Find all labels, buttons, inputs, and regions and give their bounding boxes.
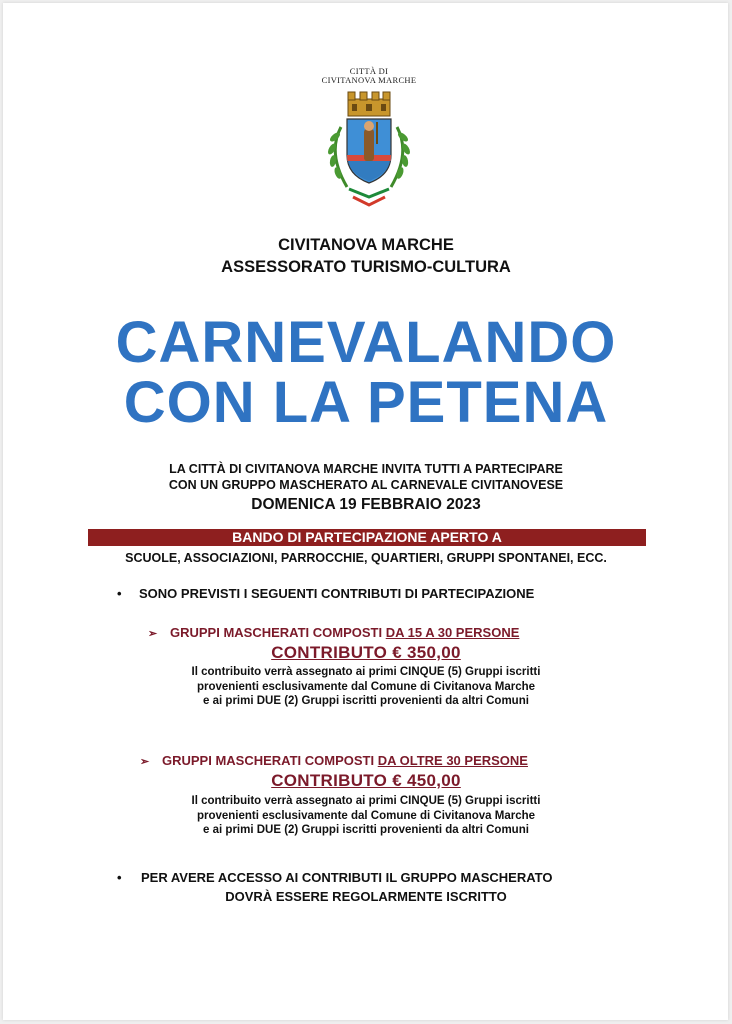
title-line1: CARNEVALANDO — [115, 310, 617, 375]
invite-line2: CON UN GRUPPO MASCHERATO AL CARNEVALE CIVITANOVESE — [168, 478, 564, 492]
bullet-contributions — [117, 586, 534, 602]
group1-desc-line1: Il contribuito verrà assegnato ai primi CINQUE (5) Gruppi iscritti — [191, 666, 541, 678]
group2-range: DA OLTRE 30 PERSONE — [377, 753, 528, 768]
emblem-caption-line1: CITTÀ DI — [349, 66, 389, 76]
emblem-caption — [303, 67, 435, 85]
invite-text — [0, 461, 732, 493]
arrow-bullet-icon: ➢ — [140, 756, 150, 768]
bando-banner: BANDO DI PARTECIPAZIONE APERTO A — [88, 529, 646, 546]
page-title — [0, 310, 732, 435]
header-city: CIVITANOVA MARCHE — [278, 236, 454, 254]
bando-audience: SCUOLE, ASSOCIAZIONI, PARROCCHIE, QUARTIERI, GRUPPI SPONTANEI, ECC. — [125, 551, 607, 565]
group2-description — [0, 794, 732, 838]
bullet-registration-line1: PER AVERE ACCESSO AI CONTRIBUTI IL GRUPPO MASCHERATO — [141, 870, 553, 885]
group1-description — [0, 665, 732, 709]
emblem-caption-line2: CIVITANOVA MARCHE — [321, 75, 417, 85]
bullet-dot-icon: • — [117, 870, 122, 885]
group2-desc-line3: e ai primi DUE (2) Gruppi iscritti provenienti da altri Comuni — [203, 824, 529, 836]
group1-contribution: CONTRIBUTO € 350,00 — [271, 643, 461, 662]
document-page — [3, 3, 728, 1020]
header-department: ASSESSORATO TURISMO-CULTURA — [221, 258, 511, 276]
group2-desc-line1: Il contribuito verrà assegnato ai primi CINQUE (5) Gruppi iscritti — [191, 795, 541, 807]
coat-of-arms-icon — [319, 89, 419, 213]
invite-line1: LA CITTÀ DI CIVITANOVA MARCHE INVITA TUTTI A PARTECIPARE — [169, 462, 563, 476]
group2-desc-line2: provenienti esclusivamente dal Comune di Civitanova Marche — [196, 809, 536, 822]
group1-heading — [148, 625, 519, 640]
group2-heading — [140, 753, 528, 768]
group1-desc-line3: e ai primi DUE (2) Gruppi iscritti provenienti da altri Comuni — [203, 695, 529, 707]
group1-prefix: GRUPPI MASCHERATI COMPOSTI — [170, 625, 386, 640]
event-date: DOMENICA 19 FEBBRAIO 2023 — [251, 496, 481, 513]
bullet-registration — [117, 870, 552, 886]
group1-range: DA 15 A 30 PERSONE — [385, 625, 520, 640]
bullet-registration-line2: DOVRÀ ESSERE REGOLARMENTE ISCRITTO — [225, 889, 507, 904]
group2-prefix: GRUPPI MASCHERATI COMPOSTI — [162, 753, 378, 768]
group1-desc-line2: provenienti esclusivamente dal Comune di Civitanova Marche — [196, 680, 536, 693]
group2-contribution: CONTRIBUTO € 450,00 — [271, 771, 461, 790]
header — [0, 234, 732, 278]
arrow-bullet-icon: ➢ — [148, 628, 158, 640]
title-line2: CON LA PETENA — [123, 370, 609, 435]
bullet-dot-icon: • — [117, 586, 122, 601]
bullet-contributions-text: SONO PREVISTI I SEGUENTI CONTRIBUTI DI PARTECIPAZIONE — [139, 586, 535, 601]
